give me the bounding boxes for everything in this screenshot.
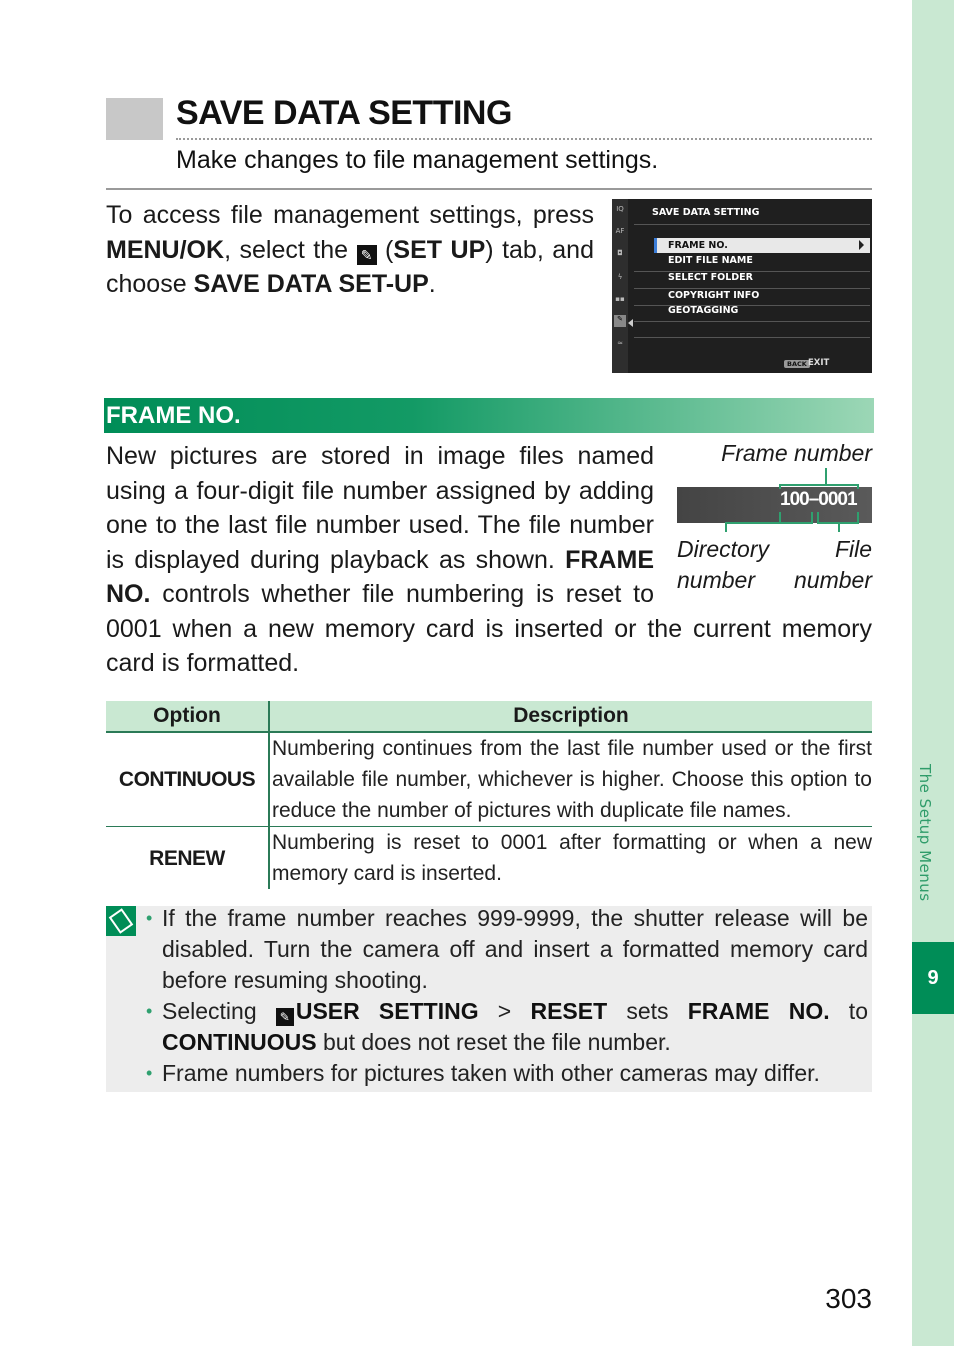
frame-number-caption: Frame number [721,440,872,466]
frame-no-paragraph: New pictures are stored in image files named using a four-digit file number assigned by adding one to the last file number used. The file number is displayed during playback as shown. FRAME NO. controls whether file numbering is reset to 0001 when a new memory card is inserted or the current memory card is formatted. [106,439,872,681]
camera-divider [634,288,870,289]
camera-item-copyright-info[interactable]: COPYRIGHT INFO [668,290,760,301]
back-button-icon[interactable]: BACK [784,360,810,368]
tab-caret-icon [628,319,633,327]
note-pencil-icon [106,906,136,936]
file-bracket [838,522,840,532]
camera-divider [634,337,870,338]
list-item: • Frame numbers for pictures taken with other cameras may differ. [146,1058,868,1089]
flash-icon: ϟ [617,273,623,281]
af-mf-tab-icon: AF [615,227,625,235]
directory-number-caption: Directory number [677,536,770,593]
option-cell: RENEW [106,827,269,890]
camera-item-frame-no[interactable]: FRAME NO. [668,240,728,251]
description-cell: Numbering is reset to 0001 after formatting or when a new memory card is inserted. [269,827,872,890]
camera-divider [634,224,870,225]
column-header-option: Option [106,701,269,732]
side-tab-strip [912,0,954,1346]
my-menu-icon: ≈ [617,339,623,347]
movie-icon: ▪▪ [615,295,625,303]
options-table [106,701,872,889]
title-marker [106,98,163,140]
frame-bracket [857,484,859,489]
side-tab-label: The Setup Menus [916,764,934,902]
save-data-setup-label: SAVE DATA SET-UP [193,270,429,298]
header-rule [106,188,872,190]
table-row [106,827,872,890]
iq-tab-icon: IQ [616,205,624,213]
camera-item-geotagging[interactable]: GEOTAGGING [668,305,739,316]
camera-divider [634,321,870,322]
wrench-icon: ✎ [614,315,626,327]
camera-selection-marker [654,238,657,253]
setup-tab-label: SET UP [393,235,486,264]
page-number: 303 [825,1283,872,1314]
chevron-right-icon [859,240,864,250]
section-title: FRAME NO. [106,402,241,429]
frame-bracket [825,468,827,485]
camera-icon: ◘ [617,249,623,257]
frame-bracket [779,484,781,489]
camera-menu-screenshot [612,199,872,373]
camera-tab-column [612,199,628,373]
frame-no-inline-label: FRAME NO. [106,545,654,608]
wrench-icon: ✎ [276,1008,294,1026]
camera-menu-title: SAVE DATA SETTING [652,207,760,218]
camera-item-edit-file-name[interactable]: EDIT FILE NAME [668,255,753,266]
exit-label: EXIT [808,358,830,368]
title-dotted-rule [176,138,872,140]
page-title: SAVE DATA SETTING [176,94,512,132]
list-item: • Selecting ✎ USER SETTING > RESET sets FRAME NO. to CONTINUOUS but does not reset the file number. [146,996,868,1058]
frame-bracket [779,484,859,486]
column-header-description: Description [269,701,872,732]
page-subtitle: Make changes to file management settings. [176,146,659,174]
option-cell: CONTINUOUS [106,732,269,827]
description-cell: Numbering continues from the last file number used or the first available file number, whichever is higher. Choose this option to reduce the number of pictures with duplicate file names. [269,732,872,827]
chapter-number: 9 [912,942,954,1014]
menu-ok-label: MENU/OK [106,235,225,264]
note-list [146,903,868,1089]
wrench-icon: ✎ [357,245,377,265]
table-header-row [106,701,872,732]
directory-bracket [725,522,813,524]
file-number-caption: File number [794,536,872,593]
table-row [106,732,872,827]
intro-paragraph: To access file management settings, press MENU/OK, select the ✎ (SET UP) tab, and choose SAVE DATA SET-UP. [106,201,594,298]
directory-bracket [725,522,727,532]
frame-number-display: 100–0001 [780,489,857,510]
camera-item-select-folder[interactable]: SELECT FOLDER [668,272,753,283]
list-item: • If the frame number reaches 999-9999, the shutter release will be disabled. Turn the camera off and insert a formatted memory card before resuming shooting. [146,903,868,996]
